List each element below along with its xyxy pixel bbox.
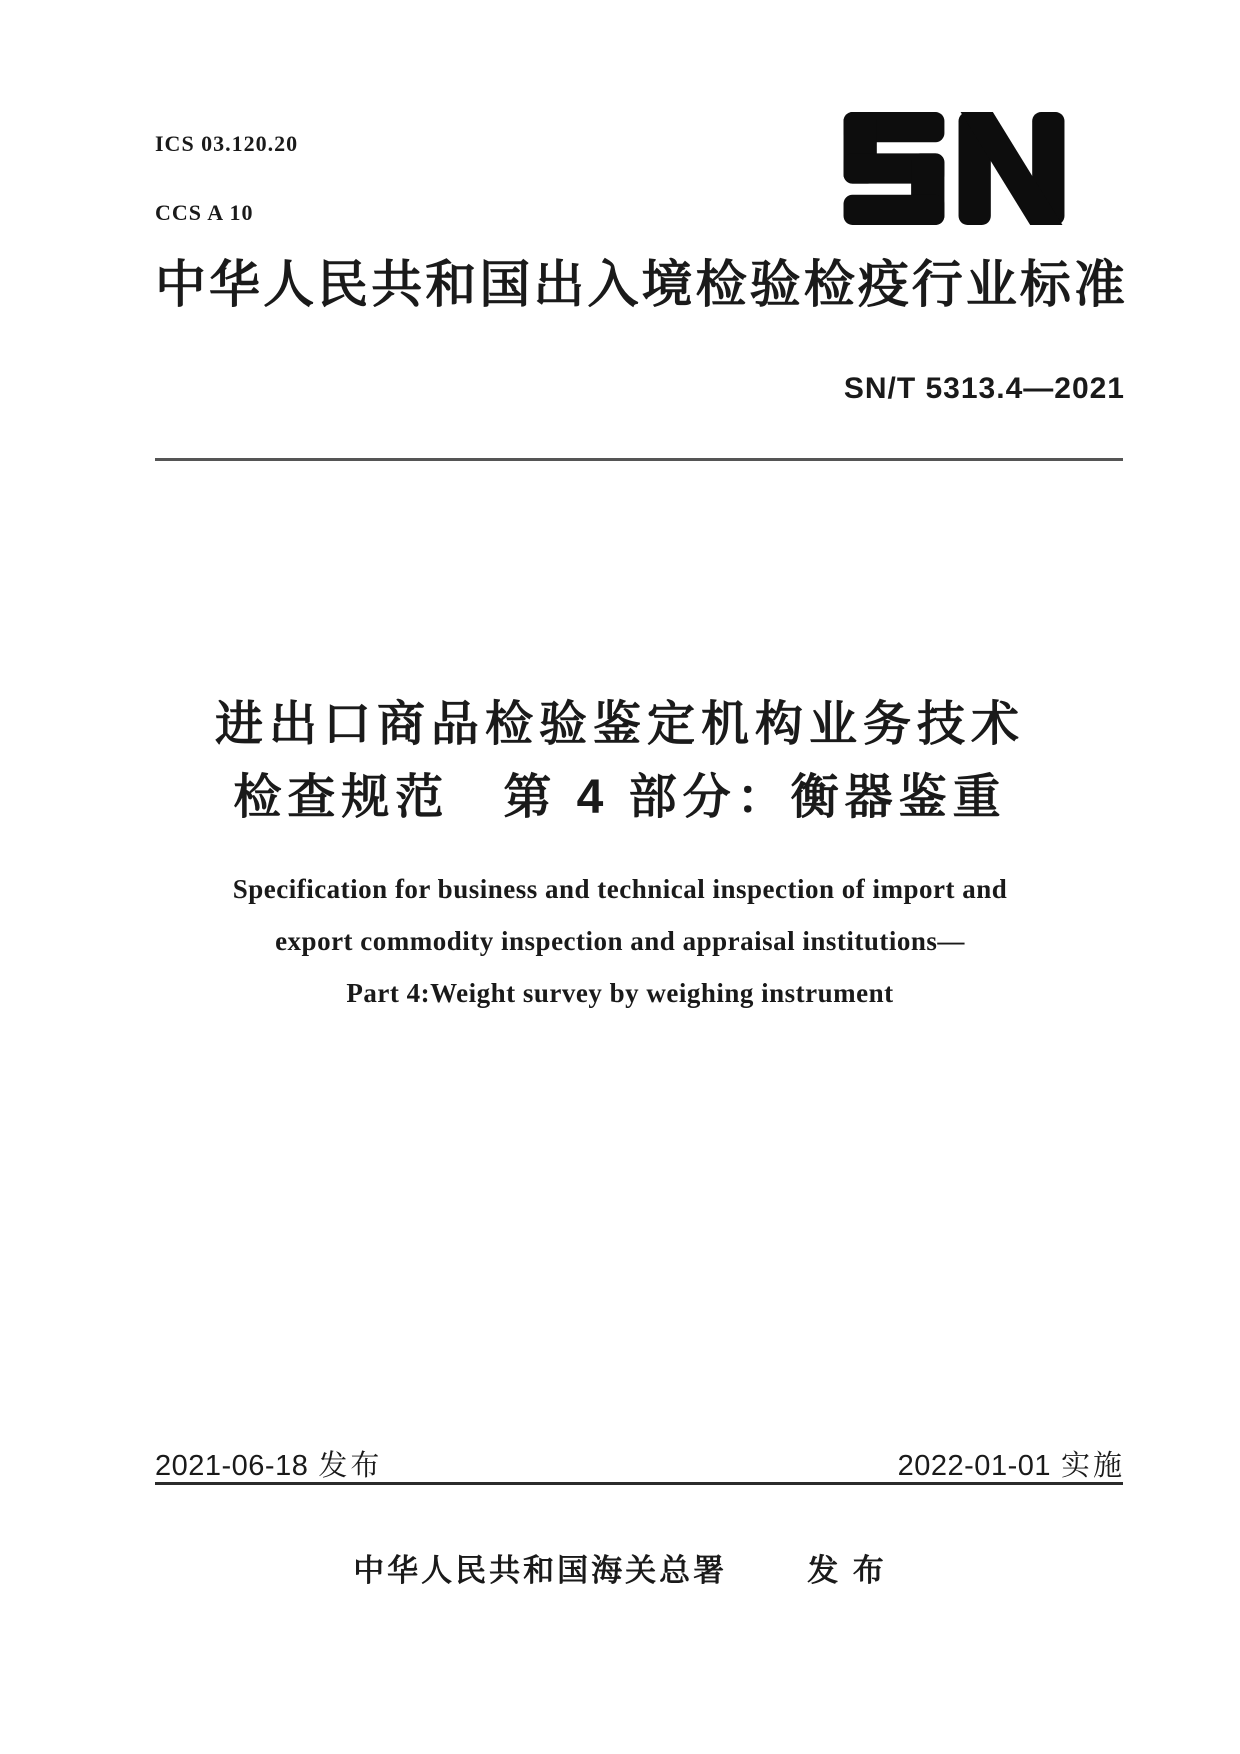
sn-logo: [843, 112, 1065, 225]
title-en-line1: Specification for business and technical inspection of import and: [232, 874, 1008, 904]
title-en-line2: export commodity inspection and appraisal institutions—: [275, 926, 965, 956]
implement-date: 2022-01-01: [897, 1450, 1051, 1482]
publisher-name: 中华人民共和国海关总署: [353, 1553, 728, 1588]
top-divider: [155, 458, 1123, 461]
dates-row: [155, 1443, 1125, 1484]
bottom-divider: [155, 1482, 1123, 1485]
implement-label: 实施: [1060, 1450, 1125, 1482]
issue-date-group: [155, 1443, 382, 1484]
publisher-row: [135, 1545, 1105, 1590]
publish-action-label: 发 布: [807, 1553, 887, 1588]
implement-date-group: [898, 1443, 1125, 1484]
category-title: 中华人民共和国出入境检验检疫行业标准: [155, 256, 1125, 313]
title-cn-line2: 检查规范 第 4 部分：衡器鉴重: [233, 771, 1007, 824]
issue-label: 发布: [318, 1450, 383, 1482]
standard-number: SN/T 5313.4—2021: [843, 372, 1125, 405]
issue-date: 2021-06-18: [155, 1450, 309, 1482]
ccs-code: CCS A 10: [155, 200, 254, 225]
logo-letter-n: [959, 112, 1065, 225]
title-cn-line1: 进出口商品检验鉴定机构业务技术: [214, 698, 1025, 751]
ics-code: ICS 03.120.20: [155, 131, 299, 156]
title-en-line3: Part 4:Weight survey by weighing instrument: [346, 978, 894, 1008]
logo-letter-s: [844, 112, 945, 225]
